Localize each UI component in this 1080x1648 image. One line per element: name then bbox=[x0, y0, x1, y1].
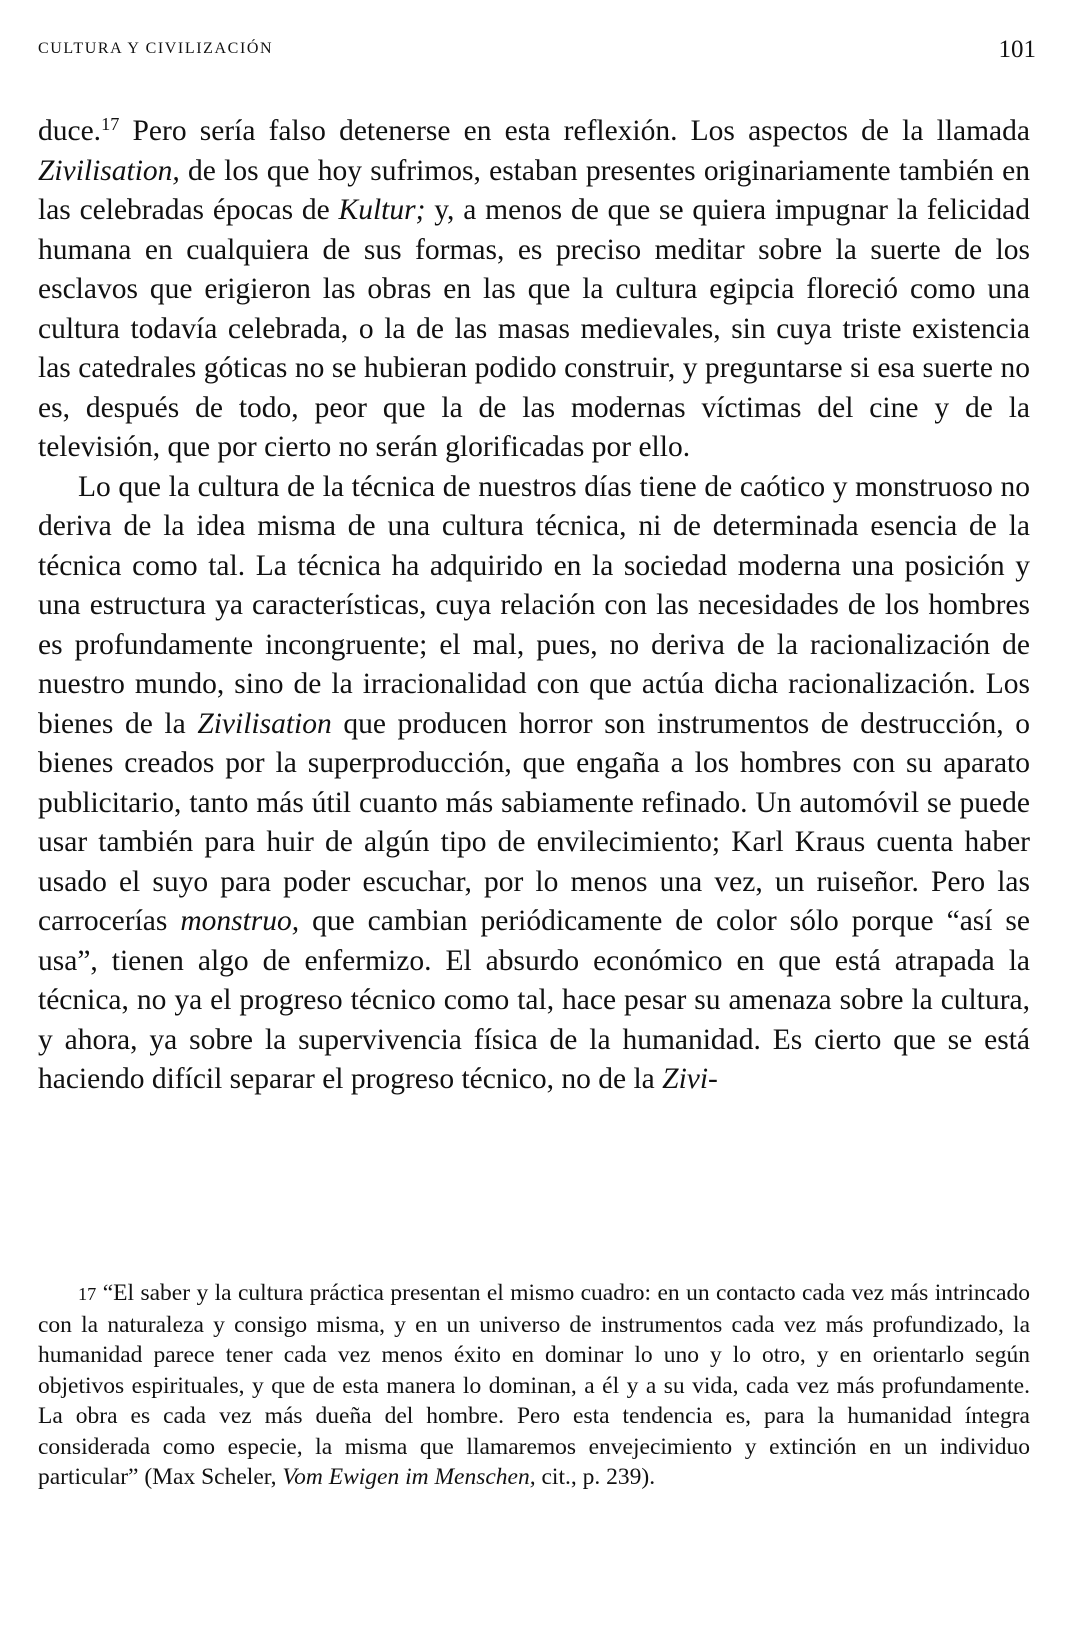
text-run: Pero sería falso detenerse en esta reflexión. Los aspectos de la llamada bbox=[119, 115, 1030, 147]
italic-term: Zivilisation, bbox=[38, 154, 180, 187]
running-title: CULTURA Y CIVILIZACIÓN bbox=[38, 40, 274, 57]
text-run: Lo que la cultura de la técnica de nuestros días tiene de caótico y monstruoso no deriva de la idea misma de una cultura técnica, ni de determinada esencia de la técnica como tal. La técnica ha adquirido en la sociedad moderna una posición y una estructura ya características, cuya relación con las necesidades de los hombres es profundamente incongruente; el mal, pues, no deriva de la racionalización de nuestro mundo, sino de la irracionalidad con que actúa dicha racionalización. Los bienes de la bbox=[38, 470, 1030, 740]
footnote-mark: 17 bbox=[78, 1284, 97, 1304]
text-run: “El saber y la cultura práctica presentan el mismo cuadro: en un contacto cada vez más intrincado con la naturaleza y consigo misma, y en un universo de instrumentos cada vez más profundizado, la humanidad parece tener cada vez menos éxito en dominar lo uno y lo otro, y en orientarlo según objetivos espirituales, y que de esta manera lo dominan, a él y a su vida, cada vez más profundamente. La obra es cada vez más dueña del hombre. Pero esta tendencia es, para la humanidad íntegra considerada como especie, la misma que llamaremos envejecimiento y extinción en un individuo particular” (Max Scheler, bbox=[38, 1280, 1030, 1490]
text-run: cit., p. 239). bbox=[535, 1464, 656, 1490]
italic-term: monstruo, bbox=[180, 905, 300, 937]
italic-term: Kultur; bbox=[338, 194, 426, 226]
text-run: que producen horror son instrumentos de destrucción, o bienes creados por la superproducción, que engaña a los hombres con su aparato publicitario, tanto más útil cuanto más sabiamente refinado. Un automóvil se puede usar también para huir de algún tipo de envilecimiento; Karl Kraus cuenta haber usado el suyo para poder escuchar, por lo menos una vez, un ruiseñor. Pero las carrocerías bbox=[38, 707, 1030, 937]
footnote-text bbox=[38, 1278, 1030, 1493]
text-run: que cambian periódicamente de color sólo porque “así se usa”, tienen algo de enfermizo. El absurdo económico en que está atrapada la técnica, no ya el progreso técnico como tal, hace pesar su amenaza sobre la cultura, y ahora, ya sobre la supervivencia física de la humanidad. Es cierto que se está haciendo difícil separar el progreso técnico, no de la bbox=[38, 905, 1030, 1095]
text-run: y, a menos de que se quiera impugnar la felicidad humana en cualquiera de sus formas, es preciso meditar sobre la suerte de los esclavos que erigieron las obras en las que la cultura egipcia floreció como una cultura todavía celebrada, o la de las masas medievales, sin cuya triste existencia las catedrales góticas no se hubieran podido construir, y preguntarse si esa suerte no es, después de todo, peor que la de las modernas víctimas del cine y de la televisión, que por cierto no serán glorificadas por ello. bbox=[38, 194, 1030, 463]
text-run: duce. bbox=[38, 115, 102, 147]
italic-term: Zivi- bbox=[662, 1063, 718, 1095]
text-run: de los que hoy sufrimos, estaban presentes originariamente también en las celebradas épocas de bbox=[38, 154, 1030, 226]
body-text bbox=[38, 112, 1030, 1100]
paragraph bbox=[38, 468, 1030, 1100]
italic-term: Zivilisation bbox=[197, 707, 332, 740]
italic-title: Vom Ewigen im Menschen, bbox=[282, 1464, 536, 1490]
page-number: 101 bbox=[998, 36, 1036, 63]
footnote-reference: 17 bbox=[101, 113, 120, 134]
footnote bbox=[38, 1278, 1030, 1493]
running-head bbox=[38, 36, 1036, 66]
paragraph-continuation bbox=[38, 112, 1030, 468]
